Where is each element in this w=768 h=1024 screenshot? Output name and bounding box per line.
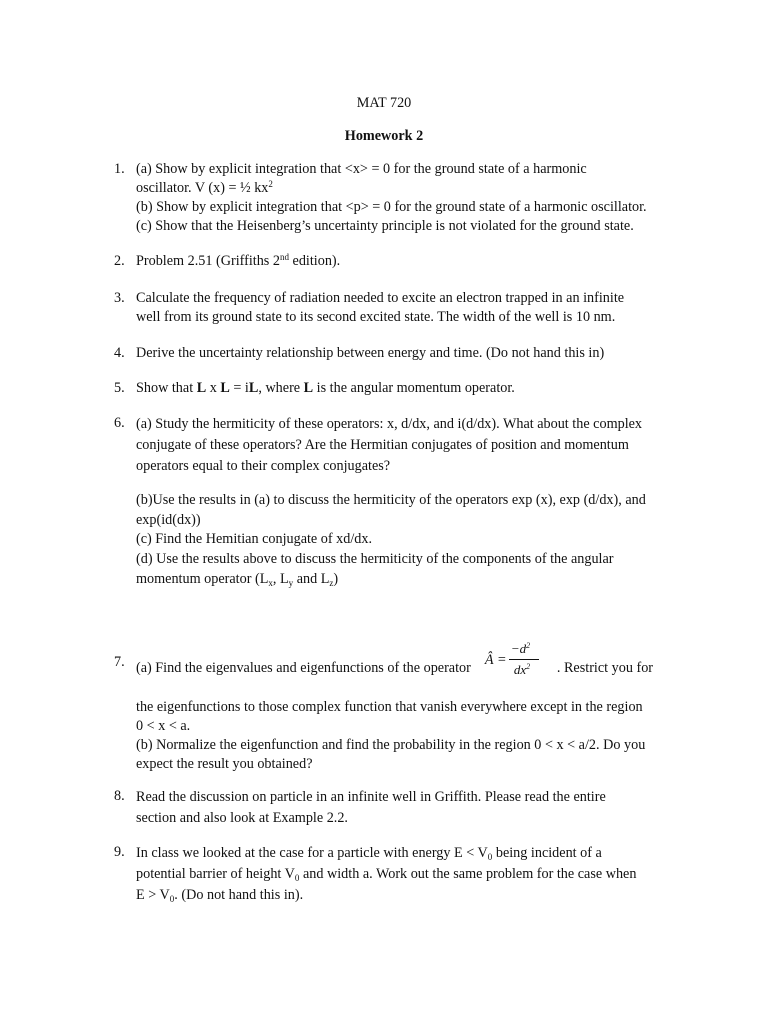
problem-text: . Restrict you for bbox=[556, 660, 654, 676]
problem-number: 7. bbox=[114, 654, 125, 670]
subscript: z bbox=[329, 578, 334, 588]
problem-text: ) bbox=[333, 571, 339, 587]
bold-operator: L bbox=[303, 380, 314, 396]
operator-symbol: Â bbox=[484, 652, 494, 668]
problem-text: operators equal to their complex conjugates? bbox=[136, 458, 391, 474]
problem-3 bbox=[114, 289, 686, 327]
problem-text: (c) Show that the Heisenberg’s uncertainty principle is not violated for the ground state. bbox=[136, 218, 634, 234]
problem-text: exp(id(dx)) bbox=[136, 512, 201, 528]
problem-text: (d) Use the results above to discuss the hermiticity of the components of the angular bbox=[136, 551, 614, 567]
problem-text: section and also look at Example 2.2. bbox=[136, 810, 348, 826]
subscript: 0 bbox=[487, 852, 493, 862]
problem-text: Problem 2.51 (Griffiths 2 bbox=[136, 253, 280, 269]
bold-operator: L bbox=[248, 380, 259, 396]
problem-text: the eigenfunctions to those complex function that vanish everywhere except in the region bbox=[136, 699, 643, 715]
problem-number: 4. bbox=[114, 345, 125, 361]
superscript: 2 bbox=[268, 179, 273, 189]
subscript: y bbox=[288, 578, 294, 588]
fraction-denominator: $dx^2$ bbox=[513, 662, 531, 677]
problem-text: = i bbox=[229, 380, 249, 396]
problem-number: 2. bbox=[114, 253, 125, 269]
problem-text-line bbox=[136, 179, 686, 198]
problem-text: Calculate the frequency of radiation needed to excite an electron trapped in an infinite bbox=[136, 290, 625, 306]
operator-formula bbox=[484, 641, 549, 677]
problem-number: 1. bbox=[114, 161, 125, 177]
problem-2 bbox=[114, 252, 686, 271]
problem-text: potential barrier of height V bbox=[136, 866, 295, 882]
bold-operator: L bbox=[196, 380, 207, 396]
problem-text: conjugate of these operators? Are the Hermitian conjugates of position and momentum bbox=[136, 437, 629, 453]
page-title: Homework 2 bbox=[344, 128, 424, 144]
problem-number: 8. bbox=[114, 788, 125, 804]
problem-text-line bbox=[136, 569, 686, 590]
problem-8 bbox=[114, 787, 686, 829]
problem-text: (b) Show by explicit integration that <p> = 0 for the ground state of a harmonic oscillator. bbox=[136, 199, 647, 215]
problem-text: being incident of a bbox=[492, 845, 602, 861]
problem-text: oscillator. V (x) = ½ kx bbox=[136, 180, 269, 196]
problem-text: momentum operator (L bbox=[136, 571, 269, 587]
subscript: x bbox=[268, 578, 273, 588]
problem-number: 5. bbox=[114, 380, 125, 396]
problem-text: (a) Show by explicit integration that <x> = 0 for the ground state of a harmonic bbox=[136, 161, 587, 177]
problem-text-line bbox=[136, 885, 686, 906]
problem-number: 9. bbox=[114, 844, 125, 860]
course-code: MAT 720 bbox=[356, 95, 412, 111]
problem-text: edition). bbox=[288, 253, 341, 269]
problem-text: and L bbox=[293, 571, 330, 587]
subscript: 0 bbox=[294, 873, 300, 883]
subscript: 0 bbox=[169, 894, 175, 904]
problem-text-line bbox=[136, 379, 686, 398]
bold-operator: L bbox=[220, 380, 230, 396]
equals-sign: = bbox=[497, 652, 506, 668]
problem-text: E > V bbox=[136, 887, 170, 903]
superscript: nd bbox=[279, 252, 289, 262]
problem-text: , L bbox=[272, 571, 289, 587]
problem-text: (c) Find the Hemitian conjugate of xd/dx. bbox=[136, 531, 373, 547]
problem-text: (a) Find the eigenvalues and eigenfunctions of the operator bbox=[136, 660, 471, 676]
problem-number: 6. bbox=[114, 415, 125, 431]
problem-text: (b)Use the results in (a) to discuss the hermiticity of the operators exp (x), exp (d/dx), and bbox=[136, 492, 646, 508]
problem-5 bbox=[114, 379, 686, 398]
problem-6 bbox=[114, 414, 686, 590]
problem-text: , where bbox=[258, 380, 304, 396]
problem-text-line bbox=[136, 843, 686, 864]
problem-text: 0 < x < a. bbox=[136, 718, 191, 734]
fraction-numerator: $-d^2$ bbox=[510, 641, 531, 656]
problem-number: 3. bbox=[114, 290, 125, 306]
problem-text: . (Do not hand this in). bbox=[174, 887, 304, 903]
problem-text-line bbox=[136, 864, 686, 885]
problem-4 bbox=[114, 344, 686, 363]
problem-text: Show that bbox=[136, 380, 197, 396]
problem-9 bbox=[114, 843, 686, 906]
problem-text: (b) Normalize the eigenfunction and find the probability in the region 0 < x < a/2. Do you bbox=[136, 737, 646, 753]
problem-7 bbox=[114, 641, 686, 774]
problem-text: expect the result you obtained? bbox=[136, 756, 313, 772]
problem-text: In class we looked at the case for a particle with energy E < V bbox=[136, 845, 488, 861]
problem-1 bbox=[114, 160, 686, 236]
problem-text-line bbox=[136, 252, 686, 271]
problem-text: Derive the uncertainty relationship between energy and time. (Do not hand this in) bbox=[136, 345, 605, 361]
problem-text: and width a. Work out the same problem for the case when bbox=[299, 866, 637, 882]
problem-text: Read the discussion on particle in an infinite well in Griffith. Please read the entire bbox=[136, 789, 606, 805]
problem-text: x bbox=[206, 380, 221, 396]
problem-text-line bbox=[136, 641, 686, 678]
problem-text: well from its ground state to its second excited state. The width of the well is 10 nm. bbox=[136, 309, 616, 325]
problem-text: (a) Study the hermiticity of these operators: x, d/dx, and i(d/dx). What about the complex bbox=[136, 416, 643, 432]
problem-text: is the angular momentum operator. bbox=[313, 380, 515, 396]
